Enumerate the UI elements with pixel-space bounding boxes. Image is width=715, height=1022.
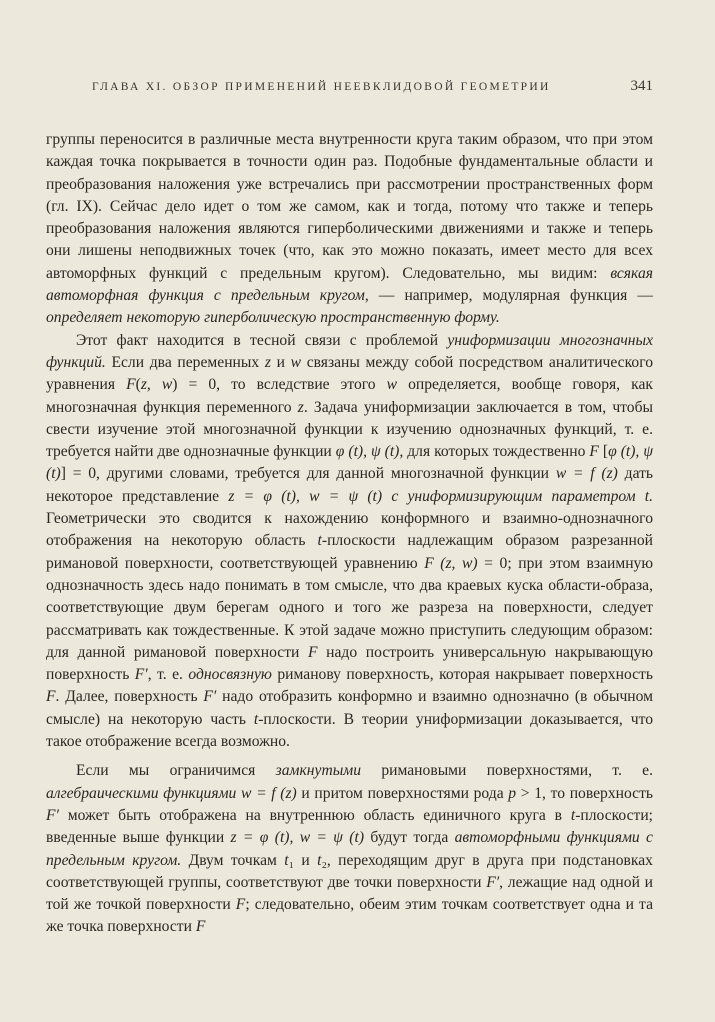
text-run: ₂, переходящим друг в друга при подстановках соответствующей группы, соответствуют две точки поверхности bbox=[46, 851, 653, 891]
text-run: ; следовательно, обеим этим точкам соответствует одна и та же точка поверхности bbox=[46, 896, 653, 936]
italic-text-run: φ (t), ψ (t) bbox=[46, 443, 653, 483]
text-run: = 0; при этом взаимную однозначность здесь надо понимать в том смысле, что два краевых куска области-образа, соответствующие двум берегам одного и того же разреза на поверхности, следует рассматривать как тождественные. К этой задаче можно приступить следующим образом: для данной римановой поверхности bbox=[46, 554, 653, 661]
italic-text-run: F′ bbox=[46, 806, 59, 824]
text-run bbox=[382, 488, 391, 505]
italic-text-run: F′ bbox=[486, 873, 500, 891]
italic-text-run: z = φ (t), w = ψ (t) bbox=[228, 487, 383, 505]
text-run: дать некоторое представление bbox=[46, 465, 654, 505]
running-title: ГЛАВА XI. ОБЗОР ПРИМЕНЕНИЙ НЕЕВКЛИДОВОЙ ГЕОМЕТРИИ bbox=[92, 81, 551, 93]
text-run: . Далее, поверхность bbox=[55, 688, 204, 706]
italic-text-run: φ (t), ψ (t), bbox=[335, 443, 404, 461]
page-number: 341 bbox=[630, 78, 653, 94]
text-run: связаны между собой посредством аналитического уравнения bbox=[46, 353, 653, 394]
italic-text-run: w bbox=[290, 353, 302, 371]
text-run: ₁ и bbox=[288, 851, 318, 869]
italic-text-run: замкнутыми bbox=[275, 762, 362, 780]
italic-text-run: z = φ (t), w = ψ (t) bbox=[230, 829, 365, 847]
text-run: надо построить универсальную накрывающую поверхность bbox=[46, 643, 653, 684]
italic-text-run: w = f (z) bbox=[555, 465, 618, 483]
italic-text-run: всякая автоморфная функция с предельным кругом, bbox=[46, 264, 653, 305]
italic-text-run: F bbox=[46, 688, 56, 706]
text-run: -плоскости; введенные выше функции bbox=[46, 806, 653, 847]
italic-text-run: z bbox=[264, 353, 271, 371]
text-run: Если два переменных bbox=[105, 353, 265, 371]
italic-text-run: F bbox=[126, 376, 136, 394]
paragraph bbox=[46, 129, 653, 330]
italic-text-run: t bbox=[570, 806, 576, 824]
text-run: может быть отображена на внутреннюю область единичного круга в bbox=[58, 806, 571, 824]
italic-text-run: p bbox=[508, 784, 517, 802]
italic-text-run: w bbox=[386, 376, 398, 394]
italic-text-run: определяет некоторую гиперболическую пространственную форму. bbox=[46, 309, 500, 327]
text-run: -плоскости надлежащим образом разрезанной римановой поверхности, соответствующей уравнению bbox=[46, 532, 653, 572]
italic-text-run: F bbox=[235, 896, 246, 914]
text-run: римановыми поверхностями, т. е. bbox=[361, 762, 654, 780]
italic-text-run: F (z, w) bbox=[424, 554, 478, 572]
italic-text-run: с униформизирующим параметром t. bbox=[391, 487, 654, 505]
italic-text-run: F′ bbox=[134, 666, 148, 684]
text-run: > 1, то поверхность bbox=[516, 784, 653, 802]
italic-text-run: t bbox=[317, 532, 322, 550]
text-run: Этот факт находится в тесной связи с проблемой bbox=[76, 331, 448, 349]
text-run: ] = 0, другими словами, требуется для данной многозначной функции bbox=[60, 465, 556, 483]
text-run: Двум точкам bbox=[181, 851, 285, 869]
italic-text-run: односвязную bbox=[188, 666, 272, 684]
text-run: [ bbox=[598, 443, 609, 461]
text-run: определяется, вообще говоря, как многозначная функция переменного bbox=[46, 376, 653, 416]
text-run: -плоскости. В теории униформизации доказывается, что такое отображение всегда возможно. bbox=[46, 710, 653, 751]
text-run: риманову поверхность, которая накрывает поверхность bbox=[271, 666, 653, 684]
italic-text-run: z bbox=[297, 398, 304, 416]
body-text bbox=[46, 129, 653, 939]
text-run: , лежащие над одной и той же точкой поверхности bbox=[46, 873, 653, 914]
paragraph bbox=[46, 330, 653, 754]
text-run: надо отобразить конформно и взаимно однозначно (в обычном смысле) на некоторую часть bbox=[46, 688, 653, 728]
text-run: и bbox=[270, 353, 291, 371]
italic-text-run: автоморфными функциями с предельным кругом. bbox=[46, 829, 653, 869]
italic-text-run: z, w bbox=[140, 376, 173, 394]
text-run: ( bbox=[135, 376, 141, 394]
text-run: будут тогда bbox=[364, 829, 455, 847]
text-run: ) = 0, то вследствие этого bbox=[172, 376, 387, 394]
text-run: , т. е. bbox=[147, 666, 189, 684]
italic-text-run: t bbox=[284, 851, 289, 869]
text-run: группы переносится в различные места внутренности круга таким образом, что при этом каждая точка покрывается в точности один раз. Подобные фундаментальные области и преобразования наложения уже встречались при рассмотрении пространственных форм (гл. IX). Сейчас дело идет о том же самом, как и тогда, потому что также и теперь преобразования наложения являются гиперболическими движениями и также и теперь они лишены неподвижных точек (что, как это можно показать, имеет место для всех автоморфных функций с предельным кругом). Следовательно, мы видим: bbox=[46, 131, 653, 282]
italic-text-run: униформизации многозначных функций. bbox=[46, 331, 653, 371]
text-run: для которых тождественно bbox=[403, 443, 590, 461]
italic-text-run: F bbox=[195, 918, 206, 936]
italic-text-run: t bbox=[317, 851, 322, 869]
page-header bbox=[46, 78, 653, 95]
italic-text-run: F′ bbox=[203, 688, 217, 706]
text-run: и притом поверхностями рода bbox=[296, 784, 509, 802]
text-run: — например, модулярная функция — bbox=[368, 287, 653, 305]
text-run: Геометрически это сводится к нахождению конформного и взаимно-однозначного отображения на некоторую область bbox=[46, 510, 653, 550]
paragraph bbox=[46, 760, 653, 938]
italic-text-run: F bbox=[308, 643, 318, 661]
italic-text-run: F bbox=[589, 443, 599, 461]
text-run: . Задача униформизации заключается в том, чтобы свести изучение этой многозначной функции к изучению однозначных функций, т. е. требуется найти две однозначные функции bbox=[46, 398, 653, 461]
italic-text-run: t bbox=[253, 710, 259, 728]
italic-text-run: алгебраическими функциями w = f (z) bbox=[46, 784, 297, 802]
text-run: Если мы ограничимся bbox=[76, 762, 276, 780]
